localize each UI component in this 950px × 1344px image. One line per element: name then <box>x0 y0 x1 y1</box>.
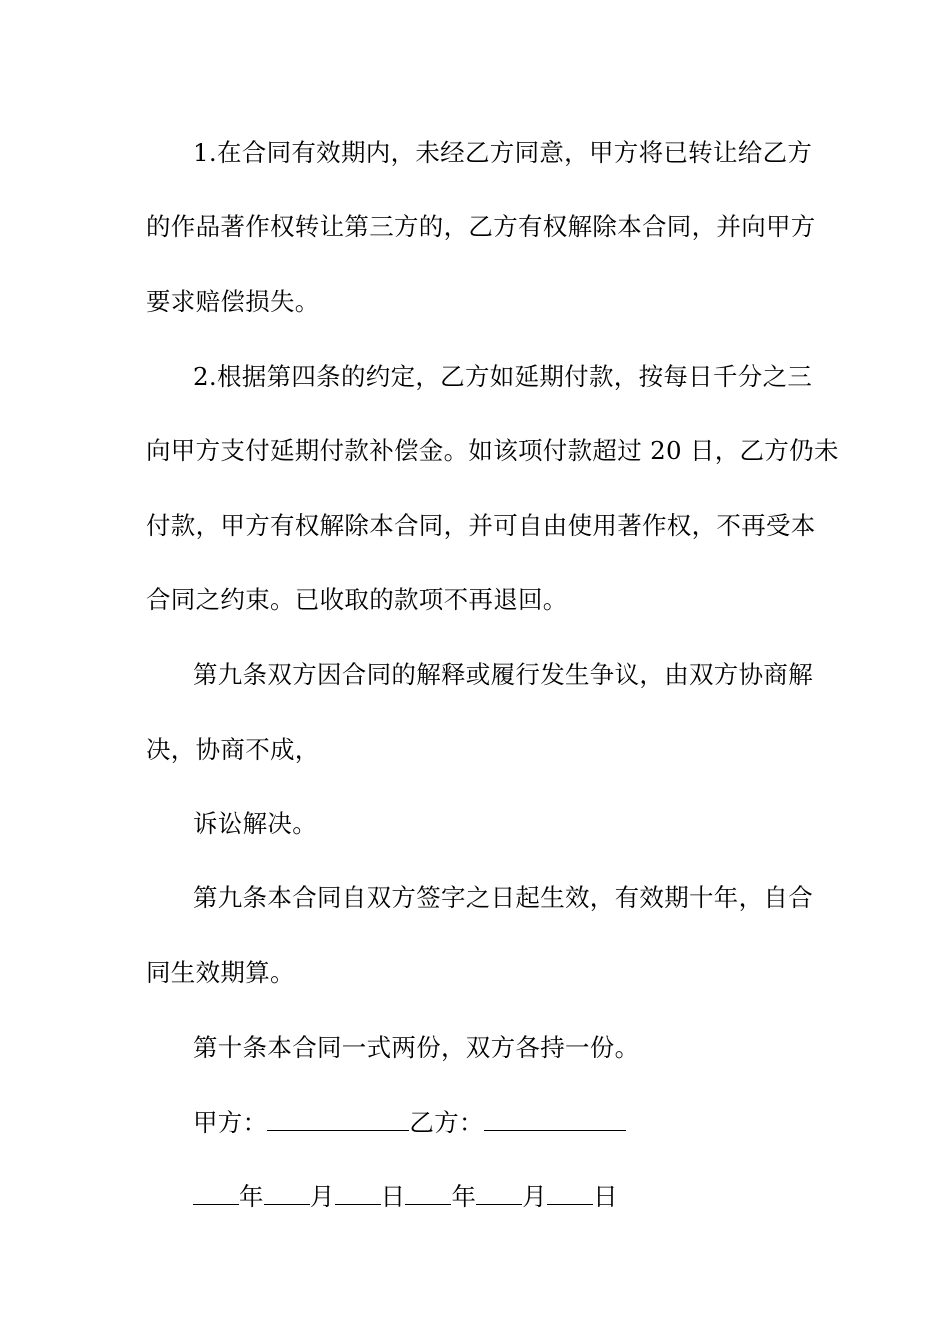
paragraph-line: 诉讼解决。 <box>193 809 317 838</box>
paragraph-line: 第九条双方因合同的解释或履行发生争议，由双方协商解 <box>193 660 813 689</box>
party-b-label: 乙方： <box>409 1108 484 1137</box>
month-label: 月 <box>522 1182 548 1211</box>
paragraph-line: 决，协商不成， <box>146 735 320 764</box>
paragraph-line: 的作品著作权转让第三方的，乙方有权解除本合同，并向甲方 <box>146 212 816 241</box>
month-blank <box>476 1178 522 1205</box>
paragraph-line: 付款，甲方有权解除本合同，并可自由使用著作权，不再受本 <box>146 511 816 540</box>
day-label: 日 <box>593 1182 618 1211</box>
month-label: 月 <box>309 1182 335 1211</box>
date-line <box>193 1177 618 1217</box>
year-blank <box>405 1178 451 1205</box>
party-b-blank <box>484 1104 626 1131</box>
paragraph-line: 1.在合同有效期内，未经乙方同意，甲方将已转让给乙方 <box>193 138 813 167</box>
paragraph-line: 第十条本合同一式两份，双方各持一份。 <box>193 1033 640 1062</box>
day-label: 日 <box>380 1182 406 1211</box>
party-a-blank <box>267 1104 409 1131</box>
day-blank <box>547 1178 593 1205</box>
party-a-label: 甲方： <box>193 1108 268 1137</box>
month-blank <box>264 1178 310 1205</box>
day-blank <box>335 1178 381 1205</box>
year-label: 年 <box>451 1182 477 1211</box>
paragraph-line: 第九条本合同自双方签字之日起生效，有效期十年，自合 <box>193 883 813 912</box>
paragraph-line: 同生效期算。 <box>146 958 295 987</box>
signature-line <box>193 1103 626 1143</box>
year-label: 年 <box>239 1182 264 1211</box>
paragraph-line: 向甲方支付延期付款补偿金。如该项付款超过 20 日，乙方仍未 <box>146 436 839 465</box>
paragraph-line: 要求赔偿损失。 <box>146 287 320 316</box>
year-blank <box>193 1178 239 1205</box>
paragraph-line: 2.根据第四条的约定，乙方如延期付款，按每日千分之三 <box>193 362 813 391</box>
paragraph-line: 合同之约束。已收取的款项不再退回。 <box>146 585 568 614</box>
